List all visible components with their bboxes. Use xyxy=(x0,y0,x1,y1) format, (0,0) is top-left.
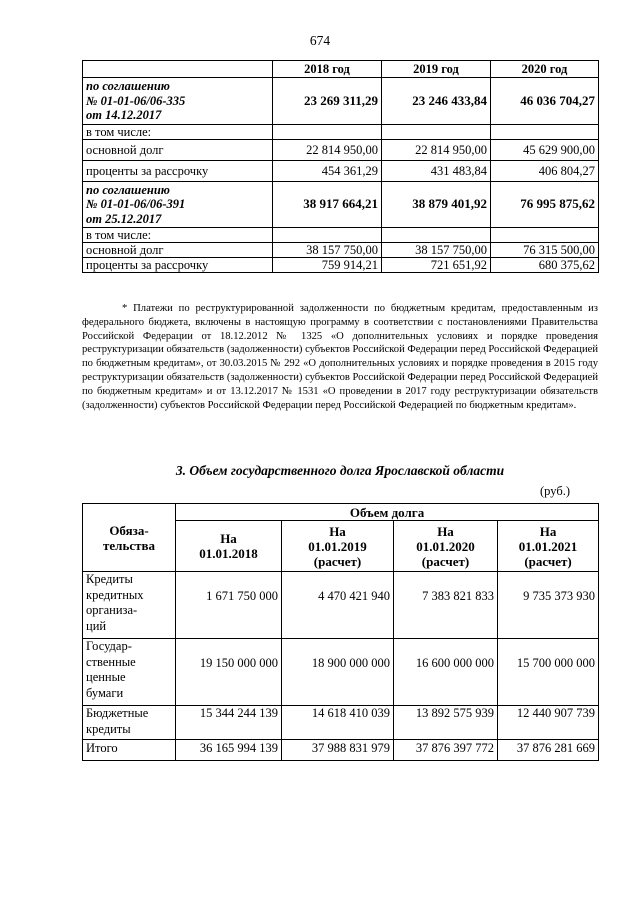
empty-cell xyxy=(491,228,599,243)
table-header-row xyxy=(83,504,599,521)
value-cell: 37 876 397 772 xyxy=(394,740,498,761)
agreement-label xyxy=(83,181,273,228)
row-label xyxy=(83,639,176,706)
value-cell: 18 900 000 000 xyxy=(282,639,394,706)
agreement-label xyxy=(83,78,273,125)
value-cell: 431 483,84 xyxy=(382,160,491,181)
total-cell: 38 879 401,92 xyxy=(382,181,491,228)
value-cell: 454 361,29 xyxy=(273,160,382,181)
state-debt-table xyxy=(82,503,599,761)
value-cell: 16 600 000 000 xyxy=(394,639,498,706)
label-line: кредитных xyxy=(86,587,144,602)
header-line: 01.01.2021 xyxy=(518,538,578,554)
table-row xyxy=(83,243,599,258)
empty-cell xyxy=(273,124,382,139)
label-line: Государ- xyxy=(86,639,132,653)
header-line: На xyxy=(437,523,454,539)
table-row xyxy=(83,124,599,139)
agreement-label-line: № 01-01-06/06-391 xyxy=(86,197,186,211)
empty-cell xyxy=(273,228,382,243)
header-line: тельства xyxy=(103,537,155,553)
label-line: Бюджетные xyxy=(86,706,149,720)
footnote: * Платежи по реструктурированной задолженности по бюджетным кредитам, предоставленным из федерального бюджета, включены в настоящую программу в соответствии с постановлениями Правительства Российской Федерации от 18.12.2012 № 1325 «О дополнительных условиях и порядке проведения реструктуризации обязательств (задолженности) субъектов Российской Федерации перед Российской Федерацией по бюджетным кредитам», от 30.03.2015 № 292 «О дополнительных условиях и порядке проведения в 2015 году реструктуризации обязательств (задолженности) субъектов Российской Федерации перед Российской Федерацией по бюджетным кредитам» и от 13.12.2017 № 1531 «О проведении в 2017 году реструктуризации обязательств (задолженности) субъектов Российской Федерации перед Российской Федерацией по бюджетным кредитам». xyxy=(82,303,598,411)
total-cell: 76 995 875,62 xyxy=(491,181,599,228)
table-row xyxy=(83,139,599,160)
restructured-debt-table xyxy=(82,60,599,273)
label-line: Итого xyxy=(86,741,118,755)
agreement-label-line: № 01-01-06/06-335 xyxy=(86,93,186,108)
header-cell xyxy=(83,61,273,78)
including-label: в том числе: xyxy=(83,124,273,139)
total-cell: 23 269 311,29 xyxy=(273,78,382,125)
header-line: 01.01.2018 xyxy=(199,546,258,561)
table-row xyxy=(83,258,599,273)
table-row xyxy=(83,228,599,243)
page-number: 674 xyxy=(309,33,331,48)
header-line: На xyxy=(220,531,237,546)
date-header xyxy=(176,521,282,572)
date-header xyxy=(394,521,498,572)
agreement-label-line: от 14.12.2017 xyxy=(86,108,162,122)
header-cell: 2020 год xyxy=(491,61,599,78)
table-header-row xyxy=(83,61,599,78)
principal-label: основной долг xyxy=(83,139,273,160)
value-cell: 36 165 994 139 xyxy=(176,740,282,761)
header-cell: 2019 год xyxy=(382,61,491,78)
label-line: кредиты xyxy=(86,721,131,736)
header-cell: 2018 год xyxy=(273,61,382,78)
table-row xyxy=(83,181,599,228)
value-cell: 12 440 907 739 xyxy=(498,706,599,740)
empty-cell xyxy=(382,124,491,139)
header-line: (расчет) xyxy=(421,553,470,569)
value-cell: 38 157 750,00 xyxy=(273,243,382,258)
principal-label: основной долг xyxy=(83,243,273,258)
value-cell: 37 876 281 669 xyxy=(498,740,599,761)
value-cell: 406 804,27 xyxy=(491,160,599,181)
interest-label: проценты за рассрочку xyxy=(83,258,273,273)
label-line: бумаги xyxy=(86,685,124,700)
header-line: 01.01.2020 xyxy=(416,538,475,554)
value-cell: 680 375,62 xyxy=(491,258,599,273)
debt-volume-header: Объем долга xyxy=(176,504,599,521)
row-label xyxy=(83,572,176,639)
date-header xyxy=(498,521,599,572)
section-title: 3. Объем государственного долга Ярославской области xyxy=(175,463,505,478)
empty-cell xyxy=(491,124,599,139)
including-label: в том числе: xyxy=(83,228,273,243)
value-cell: 9 735 373 930 xyxy=(498,572,599,639)
row-label xyxy=(83,706,176,740)
value-cell: 4 470 421 940 xyxy=(282,572,394,639)
value-cell: 14 618 410 039 xyxy=(282,706,394,740)
interest-label: проценты за рассрочку xyxy=(83,160,273,181)
label-line: ственные xyxy=(86,654,136,669)
date-header xyxy=(282,521,394,572)
value-cell: 721 651,92 xyxy=(382,258,491,273)
label-line: ценные xyxy=(86,670,126,684)
value-cell: 15 344 244 139 xyxy=(176,706,282,740)
value-cell: 759 914,21 xyxy=(273,258,382,273)
value-cell: 15 700 000 000 xyxy=(498,639,599,706)
total-cell: 46 036 704,27 xyxy=(491,78,599,125)
value-cell: 7 383 821 833 xyxy=(394,572,498,639)
table-row xyxy=(83,572,599,639)
table-row xyxy=(83,639,599,706)
total-cell: 23 246 433,84 xyxy=(382,78,491,125)
value-cell: 76 315 500,00 xyxy=(491,243,599,258)
header-line: На xyxy=(329,523,346,539)
value-cell: 38 157 750,00 xyxy=(382,243,491,258)
value-cell: 22 814 950,00 xyxy=(382,139,491,160)
value-cell: 19 150 000 000 xyxy=(176,639,282,706)
table-row xyxy=(83,706,599,740)
value-cell: 13 892 575 939 xyxy=(394,706,498,740)
value-cell: 1 671 750 000 xyxy=(176,572,282,639)
header-line: На xyxy=(539,523,557,539)
unit-label: (руб.) xyxy=(540,484,570,498)
obligations-header xyxy=(83,504,176,572)
table-row xyxy=(83,740,599,761)
header-line: (расчет) xyxy=(524,553,572,569)
agreement-label-line: по соглашению xyxy=(86,79,170,93)
agreement-label-line: по соглашению xyxy=(86,182,170,197)
total-cell: 38 917 664,21 xyxy=(273,181,382,228)
value-cell: 37 988 831 979 xyxy=(282,740,394,761)
header-line: Обяза- xyxy=(109,522,149,538)
table-row xyxy=(83,160,599,181)
agreement-label-line: от 25.12.2017 xyxy=(86,211,162,226)
value-cell: 22 814 950,00 xyxy=(273,139,382,160)
empty-cell xyxy=(382,228,491,243)
value-cell: 45 629 900,00 xyxy=(491,139,599,160)
label-line: ций xyxy=(86,618,107,633)
label-line: Кредиты xyxy=(86,572,133,586)
header-line: (расчет) xyxy=(313,553,362,569)
label-line: организа- xyxy=(86,603,138,617)
header-line: 01.01.2019 xyxy=(308,538,367,554)
table-row xyxy=(83,78,599,125)
row-label xyxy=(83,740,176,761)
